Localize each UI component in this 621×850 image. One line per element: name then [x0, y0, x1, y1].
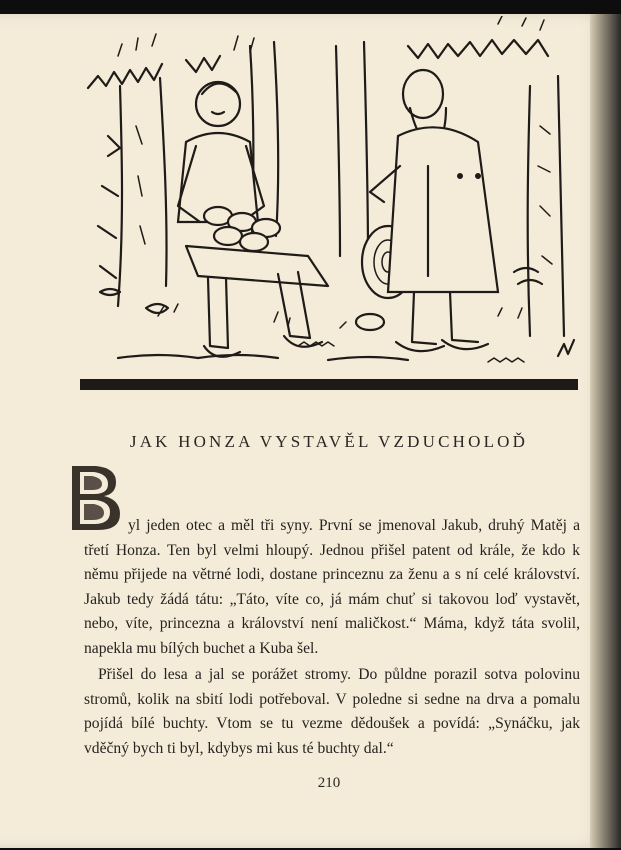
facing-page-edge [590, 14, 621, 848]
paragraph-1: yl jeden otec a měl tři syny. První se jmenoval Jakub, druhý Matěj a třetí Honza. Ten byl velmi hloupý. Jednou přišel patent od krále, že kdo k němu přijede na větrné lodi, dostane princeznu za ženu a s ní celé království. Jakub tedy žádá tátu: „Táto, víte co, já mám chuť si takovou loď vystavět, nebo, víte, princezna a království není maličkost.“ Máma, když táta svolil, napekla mu bílých buchet a Kuba šel. [84, 517, 580, 657]
paragraph-2: Přišel do lesa a jal se porážet stromy. Do půldne porazil sotva polovinu stromů, kolik na sbití lodi potřeboval. V poledne si sedne na drva a pomalu pojídá bílé buchty. Vtom se tu vezme dědoušek a povídá: „Synáčku, jak vděčný bych ti byl, kdybys mi kus té buchty dal.“ [84, 666, 580, 757]
illustration-rule [80, 379, 578, 390]
page-number: 210 [317, 775, 341, 791]
illustration [78, 16, 588, 381]
body-text [84, 514, 580, 761]
chapter-title: JAK HONZA VYSTAVĚL VZDUCHOLOĎ [129, 432, 529, 451]
